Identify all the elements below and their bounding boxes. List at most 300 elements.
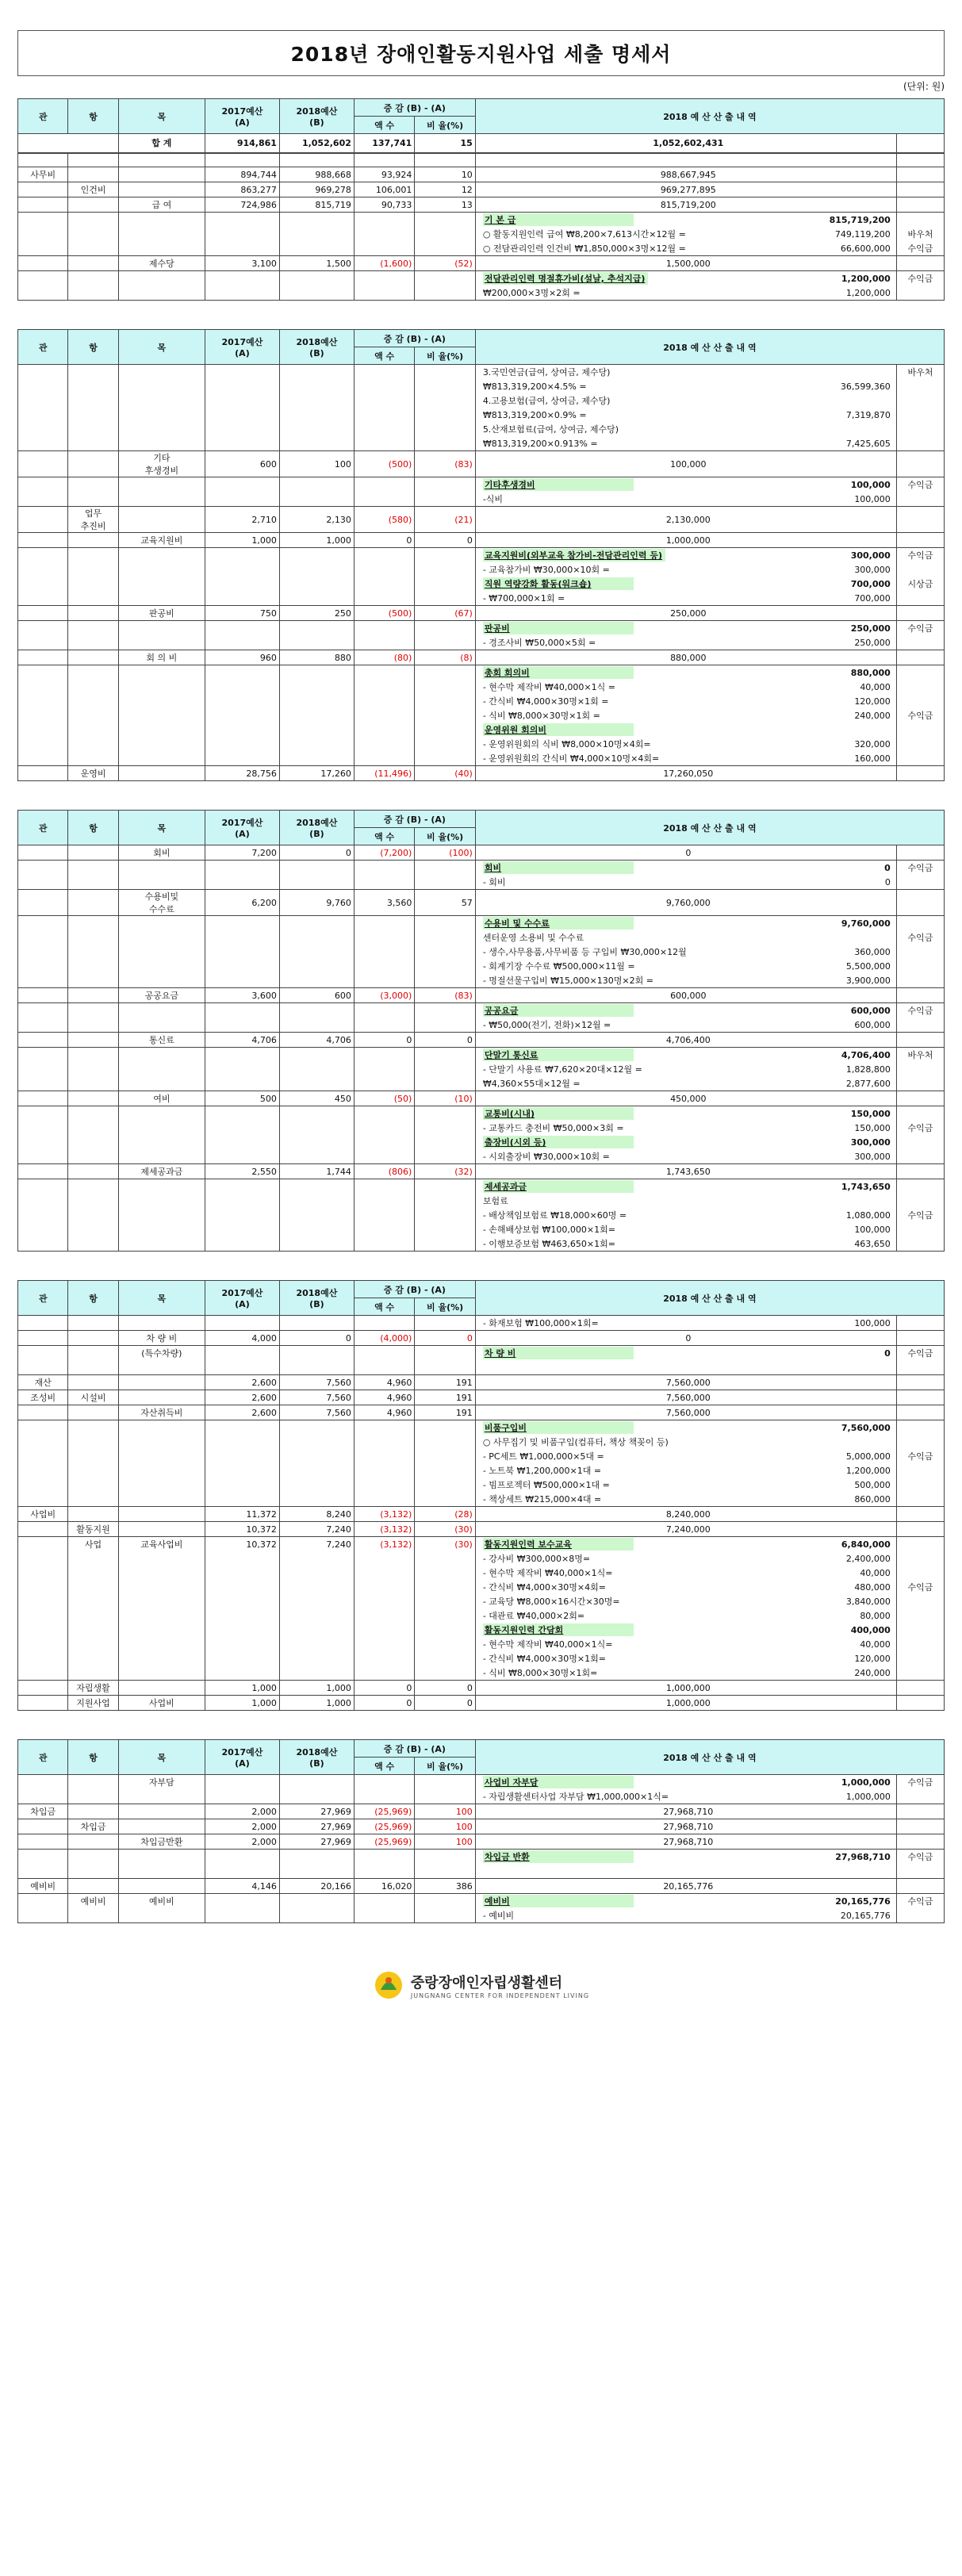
cell-gwan: [18, 875, 68, 890]
cell-change-ratio: [415, 562, 475, 577]
cell-2018: [279, 227, 354, 241]
cell-source-note: 시상금: [896, 577, 944, 591]
cell-2018: [279, 1121, 354, 1135]
cell-hang: [68, 227, 118, 241]
cell-2017: [205, 1775, 279, 1790]
cell-detail: [475, 1121, 896, 1135]
detail-text: 450,000: [670, 1093, 707, 1104]
cell-change-amount: [354, 1478, 414, 1492]
cell-2017: [205, 861, 279, 876]
table-row: [18, 1331, 945, 1346]
cell-hang: [68, 621, 118, 636]
detail-group-heading: 운영위원 회의비: [483, 723, 634, 736]
cell-change-ratio: [415, 1048, 475, 1063]
cell-gwan: [18, 930, 68, 945]
cell-2017: [205, 723, 279, 737]
cell-hang: [68, 197, 118, 213]
cell-detail: [475, 1360, 896, 1375]
cell-change-ratio: 191: [415, 1390, 475, 1405]
table-row: [18, 1149, 945, 1164]
header-detail: 2018 예 산 산 출 내 역: [475, 330, 944, 365]
detail-text: 8,240,000: [665, 1508, 711, 1520]
cell-gwan: [18, 1018, 68, 1033]
cell-change-ratio: [415, 1551, 475, 1566]
cell-2017: 2,550: [205, 1164, 279, 1179]
cell-gwan: [18, 1222, 68, 1236]
cell-source-note: [896, 1316, 944, 1331]
cell-source-note: [896, 1062, 944, 1076]
detail-text: 0: [685, 1332, 692, 1344]
detail-amount: 3,840,000: [845, 1596, 891, 1607]
cell-gwan: [18, 197, 68, 213]
cell-detail: [475, 1194, 896, 1208]
cell-change-ratio: [415, 1062, 475, 1076]
cell-hang: [68, 1033, 118, 1048]
cell-2018: [279, 492, 354, 507]
cell-change-ratio: [415, 1106, 475, 1121]
detail-amount: 100,000: [850, 479, 891, 490]
header-row: [18, 1281, 945, 1298]
cell-change-ratio: (83): [415, 451, 475, 477]
cell-hang: [68, 916, 118, 931]
cell-detail: [475, 1507, 896, 1522]
cell-mok: [118, 1194, 205, 1208]
cell-detail: [475, 1048, 896, 1063]
detail-text: - 운영위원회의 식비 ₩8,000×10명×4회=: [482, 739, 651, 749]
table-row: [18, 1804, 945, 1819]
cell-source-note: [896, 680, 944, 694]
page-title: 2018년 장애인활동지원사업 세출 명세서: [290, 43, 672, 66]
detail-amount: 120,000: [854, 1653, 891, 1664]
cell-mok: [118, 548, 205, 563]
cell-change-amount: [354, 1435, 414, 1449]
cell-hang: [68, 241, 118, 256]
cell-change-amount: [354, 393, 414, 408]
cell-2017: 500: [205, 1091, 279, 1106]
cell-gwan: [18, 591, 68, 606]
detail-text: ₩200,000×3명×2회 =: [482, 288, 581, 298]
cell-2018: [279, 286, 354, 301]
cell-change-amount: [354, 1420, 414, 1436]
cell-hang: [68, 890, 118, 916]
cell-detail: [475, 1331, 896, 1346]
cell-hang: [68, 723, 118, 737]
cell-mok: [118, 227, 205, 241]
cell-gwan: [18, 959, 68, 973]
cell-change-amount: [354, 945, 414, 959]
cell-change-ratio: [415, 1236, 475, 1252]
cell-change-ratio: (83): [415, 988, 475, 1003]
cell-2018: [279, 1651, 354, 1666]
cell-gwan: [18, 650, 68, 665]
detail-text: - 현수막 제작비 ₩40,000×1식=: [482, 1639, 613, 1650]
cell-source-note: [896, 1149, 944, 1164]
cell-mok: 기타 후생경비: [118, 451, 205, 477]
cell-change-amount: [354, 1135, 414, 1149]
cell-2018: [279, 945, 354, 959]
cell-detail: [475, 737, 896, 751]
cell-gwan: [18, 1179, 68, 1194]
cell-detail: [475, 1651, 896, 1666]
cell-mok: [118, 959, 205, 973]
cell-detail: [475, 1076, 896, 1091]
detail-amount: 480,000: [854, 1581, 891, 1593]
cell-source-note: [896, 533, 944, 548]
cell-detail: [475, 1033, 896, 1048]
cell-2017: [205, 422, 279, 436]
table-row: [18, 379, 945, 393]
cell-detail: [475, 1164, 896, 1179]
header-row: [18, 1740, 945, 1758]
cell-change-ratio: [415, 1775, 475, 1790]
cell-mok: 수용비및 수수료: [118, 890, 205, 916]
table-row: [18, 751, 945, 766]
cell-2018: 0: [279, 1331, 354, 1346]
cell-detail: [475, 1681, 896, 1696]
cell-mok: [118, 1478, 205, 1492]
cell-change-amount: [354, 477, 414, 493]
cell-hang: [68, 1864, 118, 1879]
cell-source-note: 수익금: [896, 548, 944, 563]
cell-2017: [205, 751, 279, 766]
cell-detail: [475, 766, 896, 781]
cell-hang: [68, 1463, 118, 1478]
cell-mok: [118, 1222, 205, 1236]
cell-2017: [205, 213, 279, 228]
cell-change-amount: 0: [354, 1033, 414, 1048]
cell-2017: [205, 1463, 279, 1478]
cell-mok: [118, 1522, 205, 1537]
cell-change-ratio: [415, 227, 475, 241]
cell-2017: [205, 1623, 279, 1637]
cell-gwan: [18, 1346, 68, 1361]
cell-gwan: [18, 1331, 68, 1346]
header-row: [18, 99, 945, 117]
cell-change-amount: [354, 1637, 414, 1651]
cell-source-note: [896, 875, 944, 890]
cell-detail: [475, 1003, 896, 1018]
cell-hang: [68, 650, 118, 665]
cell-hang: [68, 1637, 118, 1651]
detail-text: - 강사비 ₩300,000×8명=: [482, 1554, 591, 1564]
cell-change-ratio: [415, 241, 475, 256]
detail-text: 600,000: [670, 990, 707, 1001]
detail-amount: 240,000: [854, 710, 891, 721]
header-2018: 2018예산 (B): [279, 1281, 354, 1316]
table-row: [18, 451, 945, 477]
cell-change-ratio: [415, 577, 475, 591]
cell-detail: [475, 1608, 896, 1623]
table-row: [18, 492, 945, 507]
cell-change-amount: (3,000): [354, 988, 414, 1003]
cell-gwan: 조성비: [18, 1390, 68, 1405]
table-row: [18, 1003, 945, 1018]
cell-hang: [68, 1908, 118, 1923]
cell-2018: 27,969: [279, 1834, 354, 1850]
cell-gwan: [18, 1194, 68, 1208]
cell-2018: 27,969: [279, 1819, 354, 1834]
cell-change-amount: [354, 1236, 414, 1252]
cell-source-note: 수익금: [896, 1346, 944, 1361]
cell-2018: [279, 408, 354, 422]
cell-source-note: 수익금: [896, 1449, 944, 1463]
cell-change-amount: [354, 241, 414, 256]
cell-change-amount: [354, 548, 414, 563]
detail-text: - 빔프로젝터 ₩500,000×1대 =: [482, 1480, 610, 1490]
cell-mok: [118, 1463, 205, 1478]
table-row: [18, 1850, 945, 1865]
cell-mok: [118, 1850, 205, 1865]
cell-2018: 7,560: [279, 1390, 354, 1405]
cell-2018: [279, 577, 354, 591]
header-mok: 목: [118, 1740, 205, 1775]
cell-mok: [118, 751, 205, 766]
cell-2017: [205, 1360, 279, 1375]
cell-2018: [279, 436, 354, 451]
cell-gwan: [18, 1003, 68, 1018]
cell-mok: [118, 1908, 205, 1923]
cell-2017: [205, 1449, 279, 1463]
cell-hang: [68, 708, 118, 723]
detail-text: - 시외출장비 ₩30,000×10회 =: [482, 1152, 610, 1162]
cell-change-ratio: [415, 751, 475, 766]
cell-2018: [279, 1864, 354, 1879]
cell-change-ratio: 0: [415, 1033, 475, 1048]
cell-2017: [205, 1850, 279, 1865]
cell-mok: [118, 393, 205, 408]
cell-change-amount: [354, 1106, 414, 1121]
table-row: [18, 861, 945, 876]
cell-gwan: [18, 213, 68, 228]
cell-gwan: [18, 533, 68, 548]
table-row: [18, 959, 945, 973]
cell-2017: [205, 1894, 279, 1909]
detail-text: 1,500,000: [665, 258, 711, 269]
detail-group-heading: 총회 회의비: [483, 666, 634, 679]
table-row: [18, 1208, 945, 1222]
cell-mok: [118, 708, 205, 723]
cell-change-amount: (50): [354, 1091, 414, 1106]
header-mok: 목: [118, 99, 205, 134]
cell-source-note: [896, 408, 944, 422]
table-row: [18, 365, 945, 380]
cell-detail: [475, 1405, 896, 1420]
cell-2017: [205, 1018, 279, 1033]
header-amount: 액 수: [354, 828, 414, 845]
cell-change-ratio: 15: [415, 134, 475, 153]
header-mok: 목: [118, 330, 205, 365]
detail-amount: 880,000: [850, 667, 891, 678]
cell-detail: [475, 1537, 896, 1552]
cell-hang: [68, 436, 118, 451]
cell-source-note: [896, 1566, 944, 1580]
cell-gwan: [18, 256, 68, 271]
detail-text: 1,052,602,431: [653, 137, 724, 148]
cell-2018: [279, 379, 354, 393]
cell-mok: (특수차량): [118, 1346, 205, 1361]
header-hang: 항: [68, 1740, 118, 1775]
cell-detail: [475, 959, 896, 973]
cell-source-note: [896, 1879, 944, 1894]
cell-source-note: [896, 1033, 944, 1048]
header-hang: 항: [68, 811, 118, 845]
cell-detail: [475, 1091, 896, 1106]
cell-change-ratio: [415, 1003, 475, 1018]
cell-mok: 제수당: [118, 256, 205, 271]
cell-detail: [475, 271, 896, 286]
cell-hang: [68, 256, 118, 271]
detail-amount: 400,000: [850, 1624, 891, 1635]
detail-text: - 이행보증보험 ₩463,650×1회=: [482, 1239, 615, 1249]
cell-gwan: [18, 227, 68, 241]
cell-mok: [118, 665, 205, 680]
cell-2017: [205, 379, 279, 393]
cell-gwan: [18, 1076, 68, 1091]
cell-mok: [118, 1236, 205, 1252]
cell-change-amount: [354, 227, 414, 241]
cell-2017: [205, 621, 279, 636]
cell-change-ratio: [415, 477, 475, 493]
cell-change-ratio: [415, 1492, 475, 1507]
detail-text: - 배상책임보험료 ₩18,000×60명 =: [482, 1210, 627, 1221]
detail-text: - 운영위원회의 간식비 ₩4,000×10명×4회=: [482, 753, 660, 764]
cell-change-amount: 0: [354, 1681, 414, 1696]
cell-gwan: [18, 1834, 68, 1850]
cell-2017: [205, 492, 279, 507]
detail-text: ₩813,319,200×0.913% =: [482, 438, 598, 449]
cell-2018: [279, 665, 354, 680]
cell-change-ratio: 191: [415, 1405, 475, 1420]
cell-change-ratio: [415, 708, 475, 723]
cell-hang: [68, 1879, 118, 1894]
cell-source-note: [896, 393, 944, 408]
cell-change-ratio: (28): [415, 1507, 475, 1522]
cell-source-note: [896, 379, 944, 393]
table-row: [18, 408, 945, 422]
detail-amount: 240,000: [854, 1667, 891, 1678]
cell-2017: [205, 1651, 279, 1666]
header-ratio: 비 율(%): [415, 117, 475, 134]
cell-source-note: [896, 1522, 944, 1537]
cell-hang: [68, 1608, 118, 1623]
cell-change-ratio: [415, 1637, 475, 1651]
cell-detail: [475, 606, 896, 621]
cell-hang: [68, 1507, 118, 1522]
cell-source-note: [896, 1018, 944, 1033]
cell-source-note: [896, 1608, 944, 1623]
detail-amount: 1,828,800: [845, 1064, 891, 1075]
cell-2017: [205, 1594, 279, 1608]
detail-amount: 160,000: [854, 753, 891, 764]
budget-table: [17, 810, 945, 1252]
cell-gwan: [18, 945, 68, 959]
cell-hang: [68, 1121, 118, 1135]
cell-detail: [475, 286, 896, 301]
cell-change-amount: [354, 286, 414, 301]
cell-hang: [68, 1164, 118, 1179]
table-row: [18, 1018, 945, 1033]
cell-hang: [68, 1623, 118, 1637]
header-change: 증 감 (B) - (A): [354, 330, 475, 347]
detail-text: 0: [685, 847, 692, 858]
cell-2017: [205, 1551, 279, 1566]
cell-mok: 여비: [118, 1091, 205, 1106]
cell-mok: [118, 1135, 205, 1149]
cell-change-amount: (25,969): [354, 1834, 414, 1850]
cell-mok: [118, 1076, 205, 1091]
cell-2018: 1,000: [279, 533, 354, 548]
cell-mok: [118, 1360, 205, 1375]
cell-source-note: [896, 507, 944, 533]
detail-group-heading: 예비비: [483, 1895, 634, 1907]
cell-hang: [68, 861, 118, 876]
cell-hang: [68, 1208, 118, 1222]
cell-detail: [475, 1696, 896, 1711]
cell-gwan: [18, 890, 68, 916]
cell-change-ratio: (40): [415, 766, 475, 781]
header-ratio: 비 율(%): [415, 1758, 475, 1775]
cell-mok: [118, 723, 205, 737]
cell-source-note: [896, 1076, 944, 1091]
cell-detail: [475, 1346, 896, 1361]
cell-gwan: [18, 241, 68, 256]
cell-2018: [279, 1062, 354, 1076]
cell-source-note: [896, 1106, 944, 1121]
cell-detail: [475, 861, 896, 876]
cell-mok: [118, 1048, 205, 1063]
detail-text: ₩4,360×55대×12월 =: [482, 1079, 581, 1089]
table-row: [18, 1435, 945, 1449]
cell-change-ratio: [415, 875, 475, 890]
cell-mok: [118, 1819, 205, 1834]
detail-amount: 0: [884, 862, 891, 873]
cell-hang: [68, 1003, 118, 1018]
detail-text: 1,000,000: [665, 535, 711, 546]
table-row: [18, 945, 945, 959]
cell-2017: 2,710: [205, 507, 279, 533]
cell-change-ratio: 12: [415, 182, 475, 197]
cell-2017: 2,600: [205, 1390, 279, 1405]
cell-gwan: [18, 621, 68, 636]
cell-detail: [475, 1208, 896, 1222]
cell-detail: [475, 708, 896, 723]
cell-mok: [118, 271, 205, 286]
cell-2018: [279, 1149, 354, 1164]
detail-amount: 600,000: [854, 1019, 891, 1030]
header-ratio: 비 율(%): [415, 828, 475, 845]
budget-table: [17, 329, 945, 781]
detail-text: - 회계기장 수수료 ₩500,000×11월 =: [482, 961, 635, 972]
cell-change-ratio: [415, 1420, 475, 1436]
header-2017: 2017예산 (A): [205, 330, 279, 365]
cell-2017: [205, 1864, 279, 1879]
cell-detail: [475, 548, 896, 563]
header-row: [18, 811, 945, 828]
footer-logo: [0, 1961, 962, 2009]
cell-hang: [68, 665, 118, 680]
cell-2018: [279, 1850, 354, 1865]
cell-hang: [68, 577, 118, 591]
table-row: [18, 973, 945, 988]
detail-group-heading: 회비: [483, 861, 634, 874]
cell-hang: [68, 591, 118, 606]
table-row: [18, 562, 945, 577]
cell-mok: [118, 477, 205, 493]
cell-2018: 9,760: [279, 890, 354, 916]
cell-source-note: 수익금: [896, 1894, 944, 1909]
cell-2017: 11,372: [205, 1507, 279, 1522]
cell-change-ratio: [415, 379, 475, 393]
